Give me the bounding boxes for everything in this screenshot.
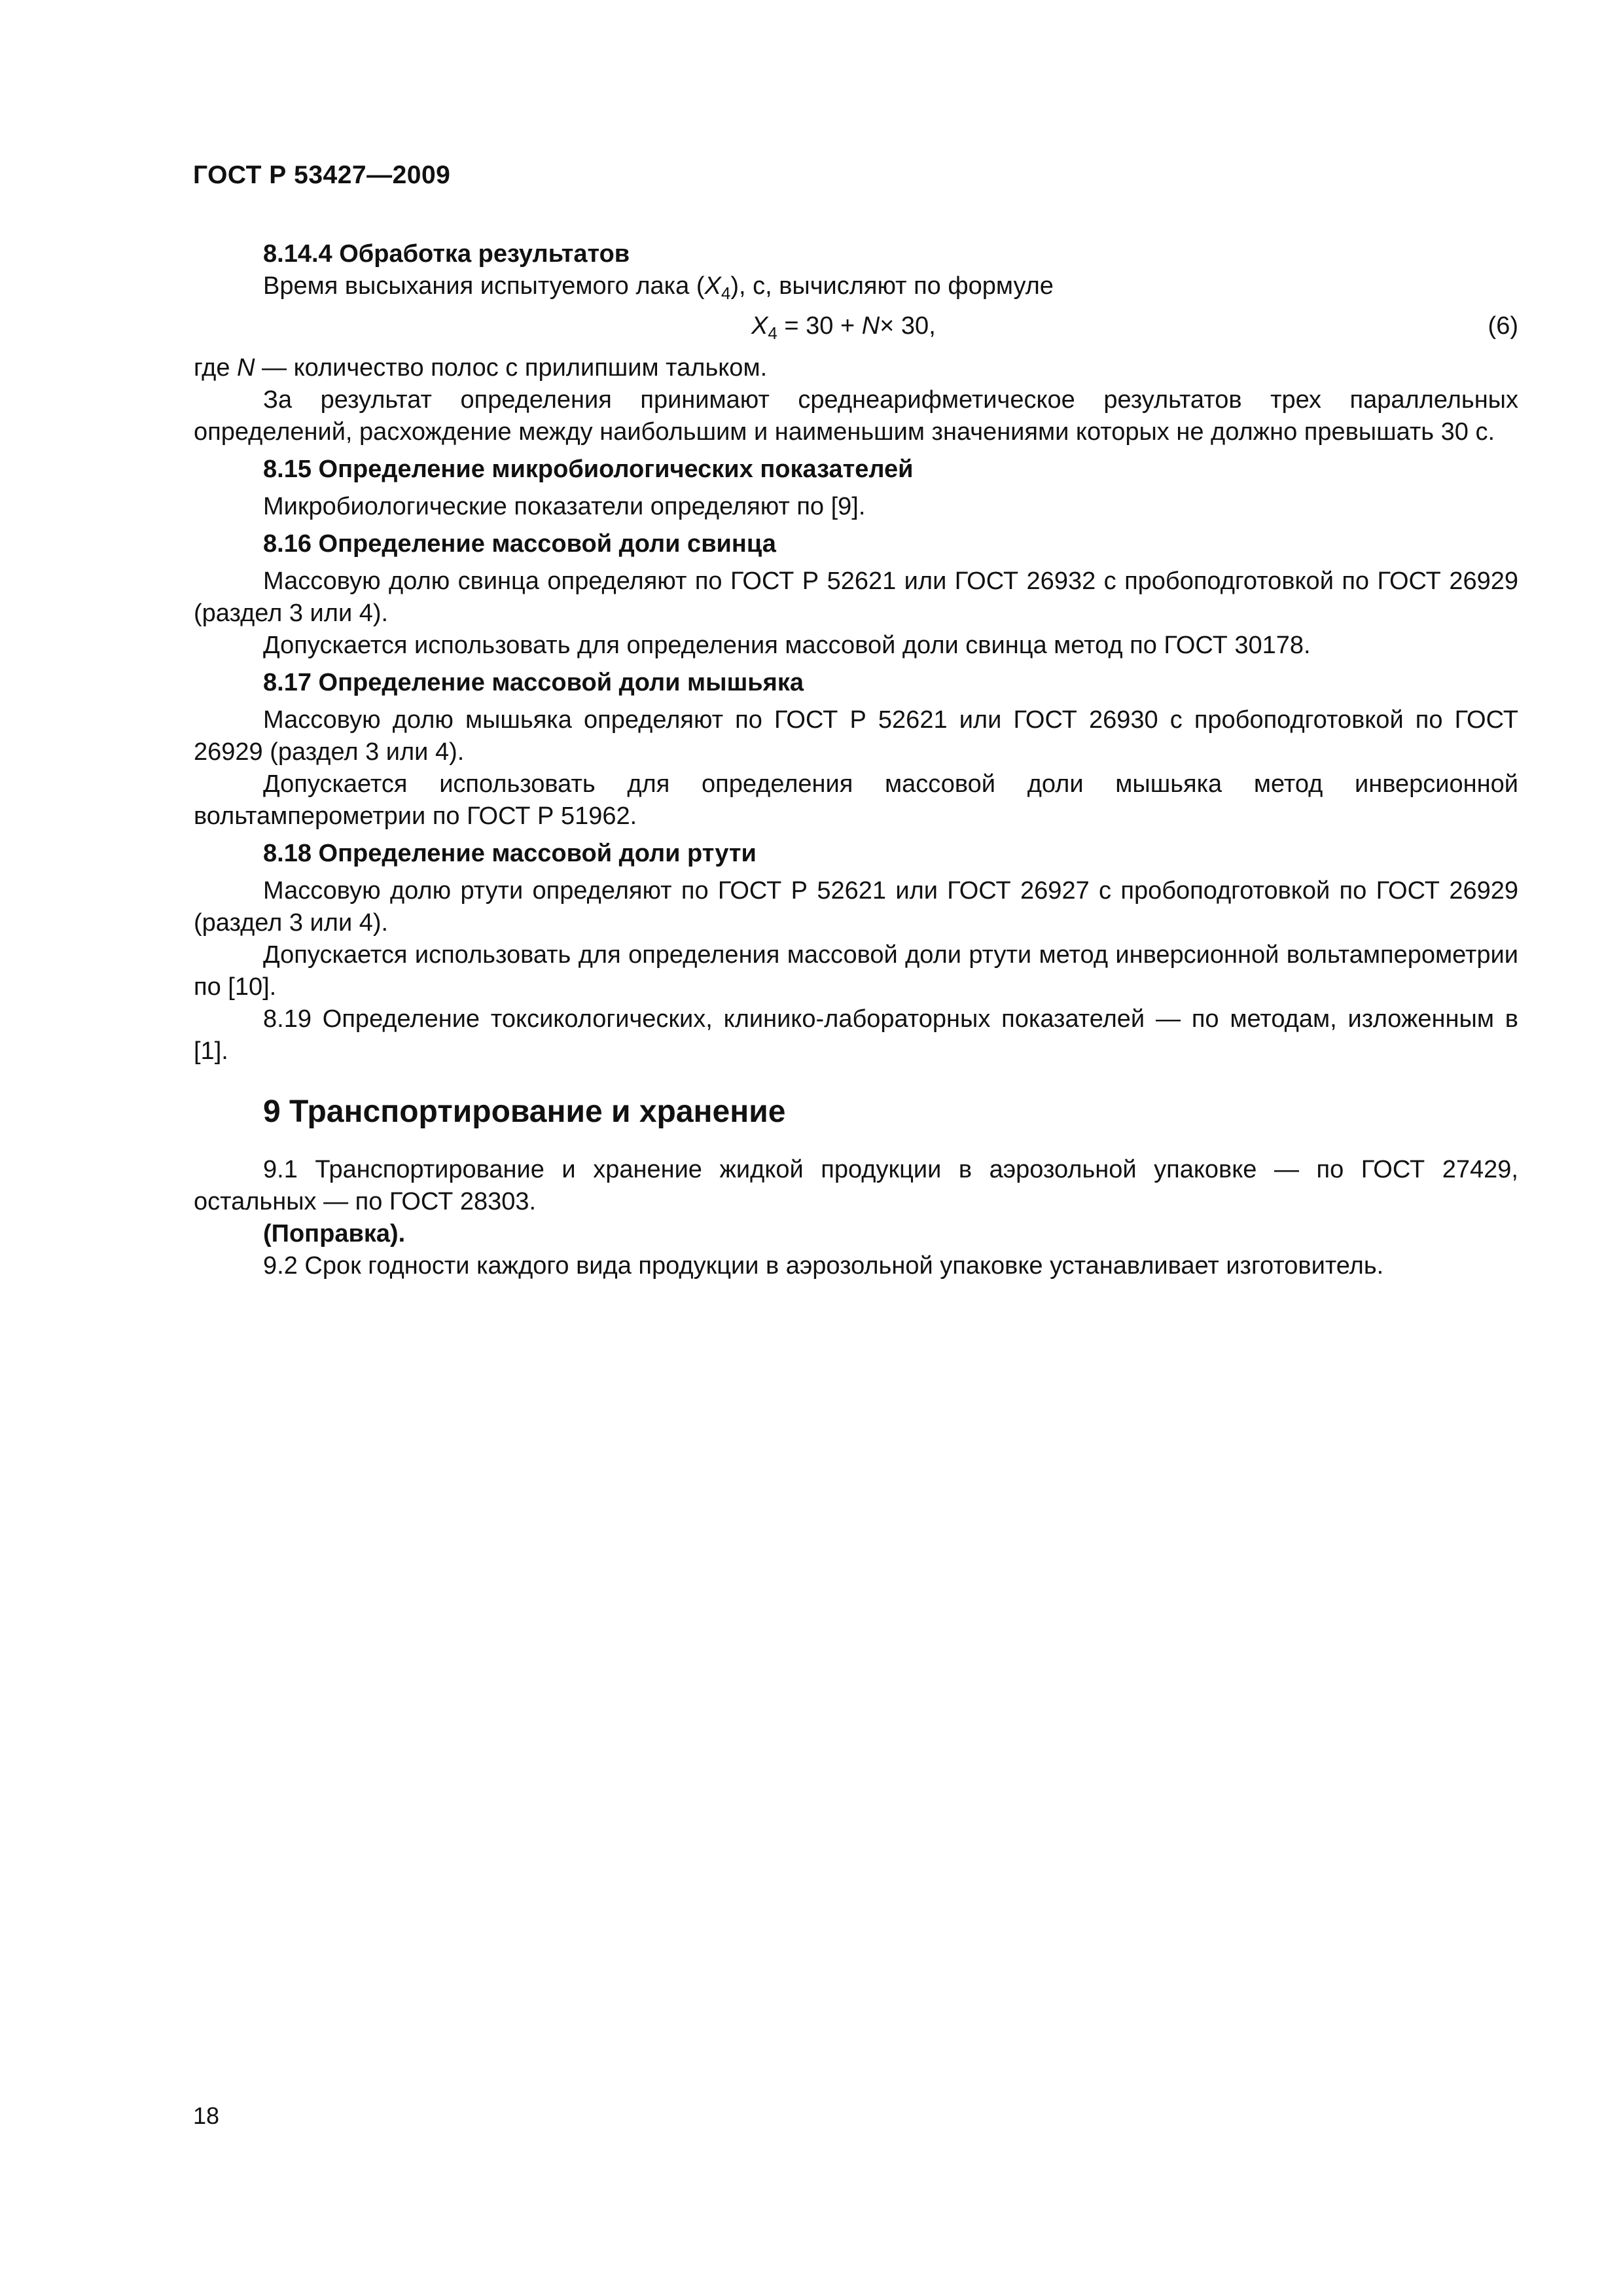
section-8-18-text-1: Массовую долю ртути определяют по ГОСТ Р 52621 или ГОСТ 26927 с пробоподготовкой по ГОСТ 26929 (раздел 3 или 4).	[194, 877, 1518, 937]
section-8-16-text-1: Массовую долю свинца определяют по ГОСТ Р 52621 или ГОСТ 26932 с пробоподготовкой по ГОСТ 26929 (раздел 3 или 4).	[194, 567, 1518, 627]
amendment-note: (Поправка).	[263, 1220, 406, 1247]
page-number: 18	[193, 2102, 220, 2129]
where-text-b: — количество полос с прилипшим тальком.	[255, 354, 768, 382]
formula-middle: = 30 +	[777, 312, 862, 340]
section-8-15-title: 8.15 Определение микробиологических показателей	[263, 456, 914, 483]
document-code-header: ГОСТ Р 53427—2009	[193, 161, 451, 189]
intro-subscript: 4	[721, 283, 731, 303]
where-text-a: где	[194, 354, 238, 382]
intro-text-a: Время высыхания испытуемого лака (	[263, 272, 705, 300]
section-8-18-text-2: Допускается использовать для определения массовой доли ртути метод инверсионной вольтамперометрии по [10].	[194, 941, 1518, 1001]
formula-variable-x: X	[751, 312, 768, 340]
where-variable: N	[237, 354, 255, 382]
intro-variable: X	[704, 272, 721, 300]
section-9-title: 9 Транспортирование и хранение	[263, 1094, 786, 1129]
section-8-15-text: Микробиологические показатели определяют по [9].	[263, 493, 866, 520]
formula-variable-n: N	[861, 312, 880, 340]
section-9-1-text: 9.1 Транспортирование и хранение жидкой продукции в аэрозольной упаковке — по ГОСТ 27429, остальных — по ГОСТ 28303.	[194, 1156, 1518, 1215]
document-body	[194, 238, 1518, 1282]
section-8-14-4-result: За результат определения принимают среднеарифметическое результатов трех параллельных определений, расхождение между наибольшим и наименьшим значениями которых не должно превышать 30 с.	[194, 386, 1518, 446]
section-9-2-text: 9.2 Срок годности каждого вида продукции в аэрозольной упаковке устанавливает изготовитель.	[263, 1252, 1384, 1280]
formula-6	[194, 310, 1518, 352]
section-8-17-text-1: Массовую долю мышьяка определяют по ГОСТ Р 52621 или ГОСТ 26930 с пробоподготовкой по ГОСТ 26929 (раздел 3 или 4).	[194, 706, 1518, 766]
section-8-14-4-intro	[194, 270, 1518, 302]
section-8-14-4-title: 8.14.4 Обработка результатов	[263, 240, 630, 268]
formula-number: (6)	[1488, 312, 1518, 340]
section-8-16-text-2: Допускается использовать для определения массовой доли свинца метод по ГОСТ 30178.	[263, 632, 1311, 659]
section-8-18-title: 8.18 Определение массовой доли ртути	[263, 840, 757, 867]
section-8-16-title: 8.16 Определение массовой доли свинца	[263, 530, 776, 558]
section-8-19-text: 8.19 Определение токсикологических, клинико-лабораторных показателей — по методам, изложенным в [1].	[194, 1005, 1518, 1065]
formula-where-clause	[194, 352, 1518, 384]
section-8-17-text-2: Допускается использовать для определения массовой доли мышьяка метод инверсионной вольтамперометрии по ГОСТ Р 51962.	[194, 770, 1518, 830]
formula-subscript: 4	[768, 323, 777, 343]
formula-end: × 30,	[880, 312, 936, 340]
intro-text-b: ), с, вычисляют по формуле	[730, 272, 1054, 300]
section-8-17-title: 8.17 Определение массовой доли мышьяка	[263, 669, 804, 696]
formula-expression	[751, 310, 936, 342]
